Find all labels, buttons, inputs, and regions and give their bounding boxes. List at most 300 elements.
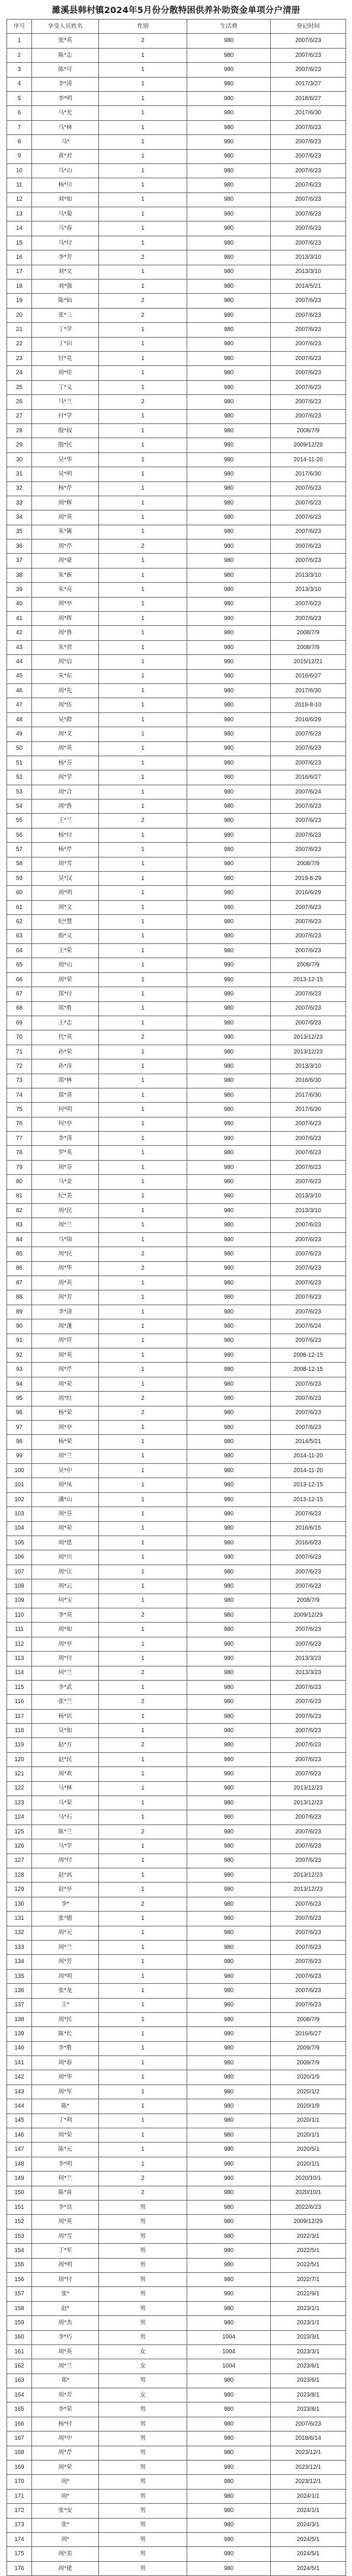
cell-name: 周*荣 [32, 2128, 99, 2143]
cell-registration-date: 2022/7/1 [271, 2272, 346, 2286]
cell-name: 周*华 [32, 1261, 99, 1276]
table-row [7, 1579, 346, 1594]
cell-registration-date: 2007/6/23 [271, 192, 346, 207]
cell-gender: 1 [99, 1276, 187, 1290]
table-row [7, 1608, 346, 1622]
cell-index: 96 [7, 1406, 32, 1420]
cell-living-fee: 980 [187, 1579, 271, 1594]
cell-name: 张*德 [32, 1912, 99, 1926]
cell-index: 158 [7, 2301, 32, 2315]
table-row [7, 1276, 346, 1290]
cell-name: 丁*利 [32, 2114, 99, 2128]
cell-registration-date: 2007/6/23 [271, 1579, 346, 1594]
cell-index: 100 [7, 1464, 32, 1478]
cell-gender: 1 [99, 1984, 187, 1998]
cell-index: 36 [7, 539, 32, 554]
table-row [7, 2258, 346, 2272]
cell-index: 58 [7, 857, 32, 871]
cell-name: 周*欢 [32, 1767, 99, 1781]
cell-gender: 1 [99, 1045, 187, 1059]
cell-gender: 女 [99, 2388, 187, 2402]
cell-name: 张*龙 [32, 1984, 99, 1998]
table-row [7, 2200, 346, 2214]
cell-index: 151 [7, 2200, 32, 2214]
cell-living-fee: 980 [187, 1594, 271, 1608]
cell-registration-date: 2007/6/23 [271, 1175, 346, 1189]
table-row [7, 1392, 346, 1406]
cell-living-fee: 980 [187, 1897, 271, 1911]
table-row [7, 2172, 346, 2186]
table-row [7, 886, 346, 900]
table-row [7, 1868, 346, 1883]
table-row [7, 872, 346, 886]
cell-gender: 1 [99, 929, 187, 943]
table-row [7, 2547, 346, 2561]
cell-gender: 1 [99, 192, 187, 207]
cell-gender: 1 [99, 2128, 187, 2143]
cell-registration-date: 2013/12/23 [271, 1883, 346, 1897]
table-row [7, 944, 346, 958]
table-row [7, 1912, 346, 1926]
cell-gender: 1 [99, 1623, 187, 1637]
table-row [7, 2012, 346, 2026]
cell-name: 周*芳 [32, 1955, 99, 1969]
cell-index: 35 [7, 525, 32, 539]
cell-registration-date: 2007/6/23 [271, 612, 346, 626]
table-row [7, 2229, 346, 2243]
cell-gender: 1 [99, 1189, 187, 1203]
cell-index: 31 [7, 467, 32, 481]
cell-living-fee: 980 [187, 583, 271, 597]
header-row [7, 20, 346, 34]
cell-gender: 1 [99, 496, 187, 510]
header-registration-date: 登记时间 [271, 20, 346, 34]
cell-living-fee: 980 [187, 423, 271, 438]
cell-registration-date: 2007/6/23 [271, 1767, 346, 1781]
cell-name: 李* [32, 1897, 99, 1911]
cell-index: 79 [7, 1160, 32, 1174]
cell-living-fee: 980 [187, 2461, 271, 2475]
cell-living-fee: 980 [187, 178, 271, 192]
table-row [7, 539, 346, 554]
cell-registration-date: 2008/7/9 [271, 640, 346, 654]
cell-gender: 1 [99, 1492, 187, 1507]
cell-registration-date: 2018/6/27 [271, 91, 346, 105]
cell-registration-date: 2020/1/9 [271, 2070, 346, 2084]
cell-gender: 1 [99, 972, 187, 987]
cell-registration-date: 2007/6/23 [271, 828, 346, 842]
cell-living-fee: 980 [187, 1652, 271, 1666]
cell-registration-date: 2007/6/23 [271, 1001, 346, 1016]
cell-name: 周*建 [32, 2561, 99, 2575]
cell-name: 马*付 [32, 236, 99, 250]
cell-index: 83 [7, 1218, 32, 1232]
cell-living-fee: 980 [187, 77, 271, 91]
cell-registration-date: 2014-11-20 [271, 1464, 346, 1478]
roster-table [7, 19, 346, 2576]
cell-gender: 1 [99, 669, 187, 683]
cell-index: 7 [7, 120, 32, 134]
cell-index: 23 [7, 351, 32, 365]
cell-registration-date: 2007/6/23 [271, 1117, 346, 1131]
cell-name: 朱*篱 [32, 525, 99, 539]
cell-gender: 1 [99, 1652, 187, 1666]
cell-index: 165 [7, 2402, 32, 2417]
cell-living-fee: 980 [187, 828, 271, 842]
cell-name: 吴*群 [32, 712, 99, 727]
cell-registration-date: 2007/6/23 [271, 1695, 346, 1709]
cell-gender: 1 [99, 1319, 187, 1334]
table-row [7, 1348, 346, 1362]
cell-gender: 1 [99, 741, 187, 756]
cell-gender: 1 [99, 280, 187, 294]
cell-living-fee: 980 [187, 929, 271, 943]
cell-gender: 男 [99, 2504, 187, 2518]
cell-gender: 1 [99, 1550, 187, 1565]
cell-registration-date: 2007/6/23 [271, 1550, 346, 1565]
document-title: 濉溪县韩村镇2024年5月份分散特困供养补助资金单项分户清册 [52, 5, 300, 15]
cell-living-fee: 980 [187, 1232, 271, 1247]
table-row [7, 2301, 346, 2315]
cell-registration-date: 2020/1/1 [271, 2114, 346, 2128]
cell-index: 99 [7, 1449, 32, 1463]
cell-gender: 1 [99, 366, 187, 380]
cell-living-fee: 980 [187, 1955, 271, 1969]
cell-living-fee: 980 [187, 250, 271, 265]
table-row [7, 1074, 346, 1088]
cell-gender: 2 [99, 250, 187, 265]
table-row [7, 799, 346, 814]
cell-index: 117 [7, 1709, 32, 1723]
cell-name: 周*文 [32, 727, 99, 741]
cell-registration-date: 2013/3/10 [271, 583, 346, 597]
cell-name: 朱*君 [32, 640, 99, 654]
table-row [7, 1940, 346, 1954]
cell-index: 98 [7, 1435, 32, 1449]
cell-living-fee: 980 [187, 294, 271, 308]
cell-index: 104 [7, 1521, 32, 1536]
cell-index: 66 [7, 972, 32, 987]
cell-living-fee: 980 [187, 1449, 271, 1463]
cell-registration-date: 2023/3/1 [271, 2344, 346, 2359]
cell-registration-date: 2013/12/23 [271, 1868, 346, 1883]
cell-gender: 1 [99, 1160, 187, 1174]
cell-gender: 2 [99, 34, 187, 48]
table-row [7, 2373, 346, 2388]
cell-living-fee: 980 [187, 712, 271, 727]
cell-name: 周* [32, 2532, 99, 2546]
cell-gender: 1 [99, 2012, 187, 2026]
table-row [7, 1088, 346, 1102]
cell-gender: 1 [99, 1464, 187, 1478]
cell-index: 11 [7, 178, 32, 192]
cell-registration-date: 2007/6/23 [271, 1565, 346, 1579]
cell-living-fee: 980 [187, 785, 271, 799]
cell-living-fee: 980 [187, 554, 271, 568]
cell-registration-date: 2016/6/27 [271, 770, 346, 785]
cell-gender: 女 [99, 2344, 187, 2359]
table-row [7, 612, 346, 626]
cell-name: 李*明 [32, 2157, 99, 2171]
table-row [7, 438, 346, 452]
cell-registration-date: 2017/6/30 [271, 683, 346, 698]
cell-name: 周*凤 [32, 1478, 99, 1492]
cell-index: 43 [7, 640, 32, 654]
table-row [7, 1045, 346, 1059]
table-row [7, 2461, 346, 2475]
table-row [7, 48, 346, 62]
cell-living-fee: 980 [187, 2301, 271, 2315]
table-row [7, 308, 346, 322]
cell-index: 71 [7, 1045, 32, 1059]
cell-index: 149 [7, 2172, 32, 2186]
cell-living-fee: 980 [187, 2172, 271, 2186]
cell-registration-date: 2023/12/1 [271, 2446, 346, 2460]
table-row [7, 1449, 346, 1463]
table-row [7, 1103, 346, 1117]
cell-name: 王*荣 [32, 944, 99, 958]
cell-gender: 1 [99, 481, 187, 496]
cell-index: 59 [7, 872, 32, 886]
cell-name: 朱*东 [32, 669, 99, 683]
cell-gender: 男 [99, 2461, 187, 2475]
table-row [7, 727, 346, 741]
table-row [7, 2272, 346, 2286]
cell-name: 马*山 [32, 163, 99, 178]
cell-gender: 2 [99, 1247, 187, 1261]
cell-registration-date: 2007/6/23 [271, 1724, 346, 1738]
cell-index: 17 [7, 265, 32, 279]
cell-living-fee: 980 [187, 2229, 271, 2243]
cell-index: 87 [7, 1276, 32, 1290]
cell-index: 97 [7, 1420, 32, 1434]
cell-registration-date: 2024/3/1 [271, 2518, 346, 2532]
cell-name: 黄*君 [32, 149, 99, 163]
cell-living-fee: 980 [187, 1666, 271, 1680]
cell-name: 李*英 [32, 1608, 99, 1622]
cell-name: 周*春 [32, 2056, 99, 2070]
cell-name: 马*林 [32, 120, 99, 134]
cell-gender: 1 [99, 1868, 187, 1883]
cell-name: 张* [32, 2518, 99, 2532]
table-row [7, 178, 346, 192]
cell-index: 88 [7, 1290, 32, 1305]
cell-index: 45 [7, 669, 32, 683]
table-row [7, 280, 346, 294]
cell-gender: 1 [99, 612, 187, 626]
cell-gender: 1 [99, 221, 187, 236]
cell-registration-date: 2007/6/23 [271, 221, 346, 236]
cell-index: 161 [7, 2344, 32, 2359]
cell-registration-date: 2013/12/23 [271, 1781, 346, 1796]
cell-living-fee: 980 [187, 1854, 271, 1868]
cell-gender: 1 [99, 467, 187, 481]
cell-index: 142 [7, 2070, 32, 2084]
table-row [7, 2084, 346, 2099]
cell-index: 127 [7, 1854, 32, 1868]
cell-gender: 1 [99, 712, 187, 727]
cell-gender: 1 [99, 1810, 187, 1825]
cell-registration-date: 2013/12/23 [271, 1796, 346, 1810]
cell-name: 李*巧 [32, 2330, 99, 2344]
cell-registration-date: 2007/6/23 [271, 1955, 346, 1969]
table-row [7, 1839, 346, 1854]
cell-registration-date: 2007/6/23 [271, 1998, 346, 2012]
cell-registration-date: 2024/1/1 [271, 2504, 346, 2518]
table-row [7, 972, 346, 987]
cell-gender: 1 [99, 698, 187, 712]
cell-name: 周*军 [32, 2084, 99, 2099]
table-row [7, 2157, 346, 2171]
cell-gender: 1 [99, 1117, 187, 1131]
cell-name: 殷*民 [32, 438, 99, 452]
cell-name: 周*亭 [32, 597, 99, 611]
cell-index: 167 [7, 2432, 32, 2446]
cell-index: 126 [7, 1839, 32, 1854]
table-row [7, 380, 346, 394]
cell-gender: 男 [99, 2489, 187, 2503]
cell-living-fee: 980 [187, 944, 271, 958]
cell-name: 张*英 [32, 34, 99, 48]
table-row [7, 987, 346, 1001]
table-row [7, 1695, 346, 1709]
cell-name: 周*英 [32, 2215, 99, 2229]
cell-index: 1 [7, 34, 32, 48]
cell-index: 74 [7, 1088, 32, 1102]
cell-registration-date: 2013/3/10 [271, 1204, 346, 1218]
cell-name: 吴*中 [32, 1464, 99, 1478]
cell-registration-date: 2014-11-20 [271, 452, 346, 467]
cell-registration-date: 2007/6/23 [271, 294, 346, 308]
cell-index: 130 [7, 1897, 32, 1911]
cell-gender: 1 [99, 63, 187, 77]
cell-gender: 1 [99, 2070, 187, 2084]
cell-name: 周*民 [32, 1204, 99, 1218]
cell-index: 72 [7, 1059, 32, 1074]
cell-index: 146 [7, 2128, 32, 2143]
cell-index: 55 [7, 814, 32, 828]
cell-name: 杨*宾 [32, 1709, 99, 1723]
table-row [7, 525, 346, 539]
cell-living-fee: 980 [187, 149, 271, 163]
cell-living-fee: 980 [187, 1377, 271, 1391]
cell-living-fee: 980 [187, 63, 271, 77]
cell-index: 6 [7, 106, 32, 120]
cell-name: 周*兰 [32, 1218, 99, 1232]
cell-index: 62 [7, 915, 32, 929]
cell-registration-date: 2008/7/9 [271, 958, 346, 972]
table-row [7, 2402, 346, 2417]
table-row [7, 1536, 346, 1550]
cell-index: 106 [7, 1550, 32, 1565]
cell-gender: 男 [99, 2229, 187, 2243]
table-row [7, 683, 346, 698]
cell-living-fee: 980 [187, 2561, 271, 2575]
cell-index: 53 [7, 785, 32, 799]
cell-gender: 2 [99, 1608, 187, 1622]
header-name: 享受人员姓名 [32, 20, 99, 34]
cell-living-fee: 980 [187, 1637, 271, 1651]
cell-living-fee: 980 [187, 1160, 271, 1174]
cell-living-fee: 980 [187, 308, 271, 322]
cell-living-fee: 980 [187, 2012, 271, 2026]
cell-living-fee: 980 [187, 1189, 271, 1203]
cell-gender: 2 [99, 814, 187, 828]
cell-index: 163 [7, 2373, 32, 2388]
cell-name: 赵* [32, 2301, 99, 2315]
cell-gender: 1 [99, 1507, 187, 1521]
cell-living-fee: 980 [187, 2027, 271, 2041]
cell-living-fee: 980 [187, 1478, 271, 1492]
table-row [7, 510, 346, 525]
table-row [7, 2561, 346, 2575]
cell-index: 120 [7, 1752, 32, 1766]
cell-gender: 1 [99, 1594, 187, 1608]
cell-living-fee: 980 [187, 1550, 271, 1565]
cell-registration-date: 2016/6/27 [271, 2027, 346, 2041]
cell-living-fee: 980 [187, 1810, 271, 1825]
cell-registration-date: 2007/6/23 [271, 1940, 346, 1954]
cell-name: 杨*芹 [32, 843, 99, 857]
cell-index: 25 [7, 380, 32, 394]
cell-registration-date: 2013/12/23 [271, 1030, 346, 1045]
cell-living-fee: 980 [187, 1088, 271, 1102]
cell-name: 何*兰 [32, 1666, 99, 1680]
cell-living-fee: 980 [187, 756, 271, 770]
cell-living-fee: 980 [187, 1565, 271, 1579]
cell-registration-date: 2017/6/30 [271, 467, 346, 481]
cell-living-fee: 980 [187, 192, 271, 207]
cell-name: 杨*荣 [32, 1406, 99, 1420]
cell-living-fee: 980 [187, 1767, 271, 1781]
cell-registration-date: 2022/3/1 [271, 2229, 346, 2243]
cell-gender: 1 [99, 626, 187, 640]
cell-registration-date: 2008-12-15 [271, 1348, 346, 1362]
cell-name: 周* [32, 2489, 99, 2503]
cell-living-fee: 980 [187, 467, 271, 481]
cell-registration-date: 2020/1/2 [271, 2084, 346, 2099]
cell-name: 李*明 [32, 91, 99, 105]
cell-living-fee: 980 [187, 2316, 271, 2330]
cell-gender: 1 [99, 857, 187, 871]
table-row [7, 915, 346, 929]
cell-gender: 1 [99, 423, 187, 438]
cell-living-fee: 980 [187, 612, 271, 626]
cell-gender: 2 [99, 1666, 187, 1680]
cell-index: 148 [7, 2157, 32, 2171]
cell-registration-date: 2008/7/9 [271, 857, 346, 871]
cell-name: 周*亭 [32, 1637, 99, 1651]
cell-name: 周*付 [32, 1652, 99, 1666]
cell-gender: 1 [99, 799, 187, 814]
table-row [7, 741, 346, 756]
cell-name: 马*春 [32, 221, 99, 236]
cell-living-fee: 980 [187, 395, 271, 409]
cell-gender: 1 [99, 1103, 187, 1117]
cell-registration-date: 2007/6/23 [271, 843, 346, 857]
cell-index: 139 [7, 2027, 32, 2041]
cell-registration-date: 2007/6/23 [271, 496, 346, 510]
cell-living-fee: 980 [187, 2432, 271, 2446]
cell-name: 付*学 [32, 409, 99, 423]
cell-living-fee: 980 [187, 2099, 271, 2114]
cell-registration-date: 2008/7/9 [271, 1594, 346, 1608]
table-row [7, 1767, 346, 1781]
cell-name: 周*雪 [32, 2229, 99, 2243]
cell-gender: 1 [99, 106, 187, 120]
cell-name: 周*鲁 [32, 626, 99, 640]
cell-registration-date: 2013/3/10 [271, 568, 346, 582]
